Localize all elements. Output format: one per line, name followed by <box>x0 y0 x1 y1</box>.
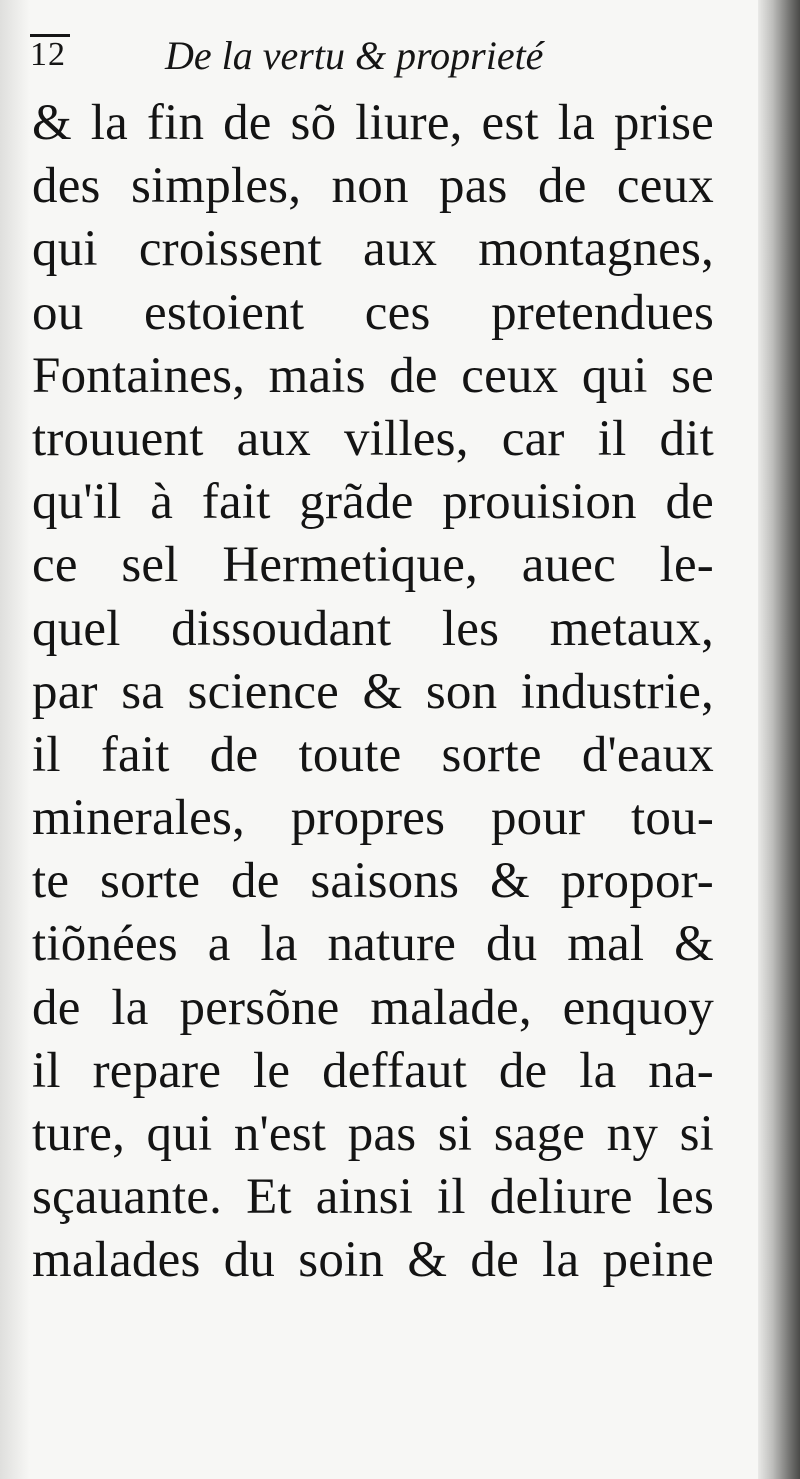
page-header <box>30 22 720 82</box>
text-line: qu'il à fait grãde prouision de <box>32 474 714 531</box>
text-line: par sa science & son industrie, <box>32 663 714 720</box>
text-line: malades du soin & de la peine <box>32 1232 714 1289</box>
text-line: sçauante. Et ainsi il deliure les <box>32 1169 714 1226</box>
text-line: ce sel Hermetique, auec le- <box>32 537 714 594</box>
text-line: te sorte de saisons & propor- <box>32 853 714 910</box>
page-gutter-shadow <box>758 0 800 1479</box>
text-line: il repare le deffaut de la na- <box>32 1042 714 1099</box>
text-line: minerales, propres pour tou- <box>32 790 714 847</box>
page-number: 12 <box>30 36 66 73</box>
running-head: De la vertu & proprieté <box>165 33 544 78</box>
text-line: il fait de toute sorte d'eaux <box>32 726 714 783</box>
text-line: ou estoient ces pretendues <box>32 284 714 341</box>
text-line: quel dissoudant les metaux, <box>32 600 714 657</box>
text-line: trouuent aux villes, car il dit <box>32 410 714 467</box>
text-line: Fontaines, mais de ceux qui se <box>32 347 714 404</box>
body-text <box>32 92 714 1293</box>
text-line: tiõnées a la nature du mal & <box>32 916 714 973</box>
page-edge-shadow <box>0 0 30 1479</box>
text-line: ture, qui n'est pas si sage ny si <box>32 1106 714 1162</box>
text-line: des simples, non pas de ceux <box>32 158 714 215</box>
text-line: de la persõne malade, enquoy <box>32 979 714 1036</box>
text-line: qui croissent aux montagnes, <box>32 221 714 278</box>
text-line: & la fin de sõ liure, est la prise <box>32 95 714 151</box>
